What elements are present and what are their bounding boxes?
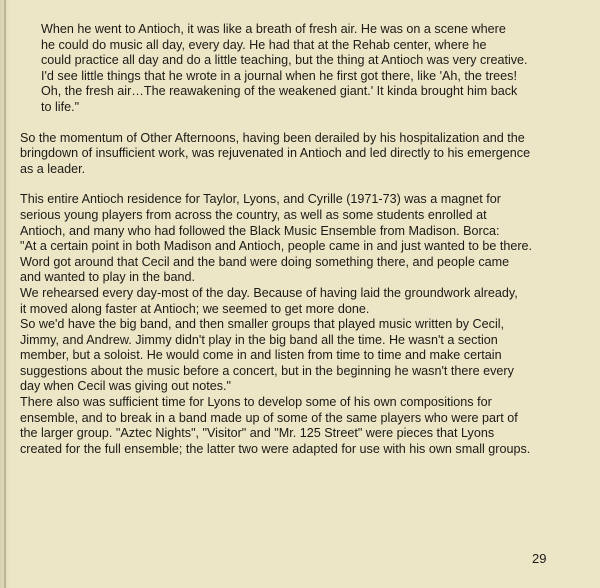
paragraph-antioch-residence: This entire Antioch residence for Taylor, Lyons, and Cyrille (1971-73) was a magnet for serious young players from across the country, as well as some students enrolled at Antioch, and many who had followed the Black Music Ensemble from Madison. Borca: "At a certain point in both Madison and Antioch, people came in and just wanted to be there. Word got around that Cecil and the band were doing something there, and people came and wanted to play in the band. We rehearsed every day-most of the day. Because of having laid the groundwork already, it moved along faster at Antioch; we seemed to get more done. So we'd have the big band, and then smaller groups that played music written by Cecil, Jimmy, and Andrew. Jimmy didn't play in the big band all the time. He wasn't a section member, but a soloist. He would come in and listen from time to time and make certain suggestions about the music before a concert, but in the beginning he wasn't there every day when Cecil was giving out notes." There also was sufficient time for Lyons to develop some of his own compositions for ensemble, and to break in a band made up of some of the same players who were part of the larger group. "Aztec Nights", "Visitor" and "Mr. 125 Street" were pieces that Lyons created for the full ensemble; the latter two were adapted for use with his own small groups. — [20, 192, 533, 456]
indented-quote: When he went to Antioch, it was like a breath of fresh air. He was on a scene where he could do music all day, every day. He had that at the Rehab center, where he could practice all day and do a little teaching, but the thing at Antioch was very creative. I'd see little things that he wrote in a journal when he first got there, like 'Ah, the trees! Oh, the fresh air…The reawakening of the weakened giant.' It kinda brought him back to life." — [41, 22, 528, 114]
body-text — [20, 22, 592, 472]
paragraph-momentum: So the momentum of Other Afternoons, having been derailed by his hospitalization and the bringdown of insufficient work, was rejuvenated in Antioch and led directly to his emergence as a leader. — [20, 130, 531, 176]
page-number: 29 — [532, 551, 547, 566]
page-spine-shadow — [4, 0, 6, 588]
